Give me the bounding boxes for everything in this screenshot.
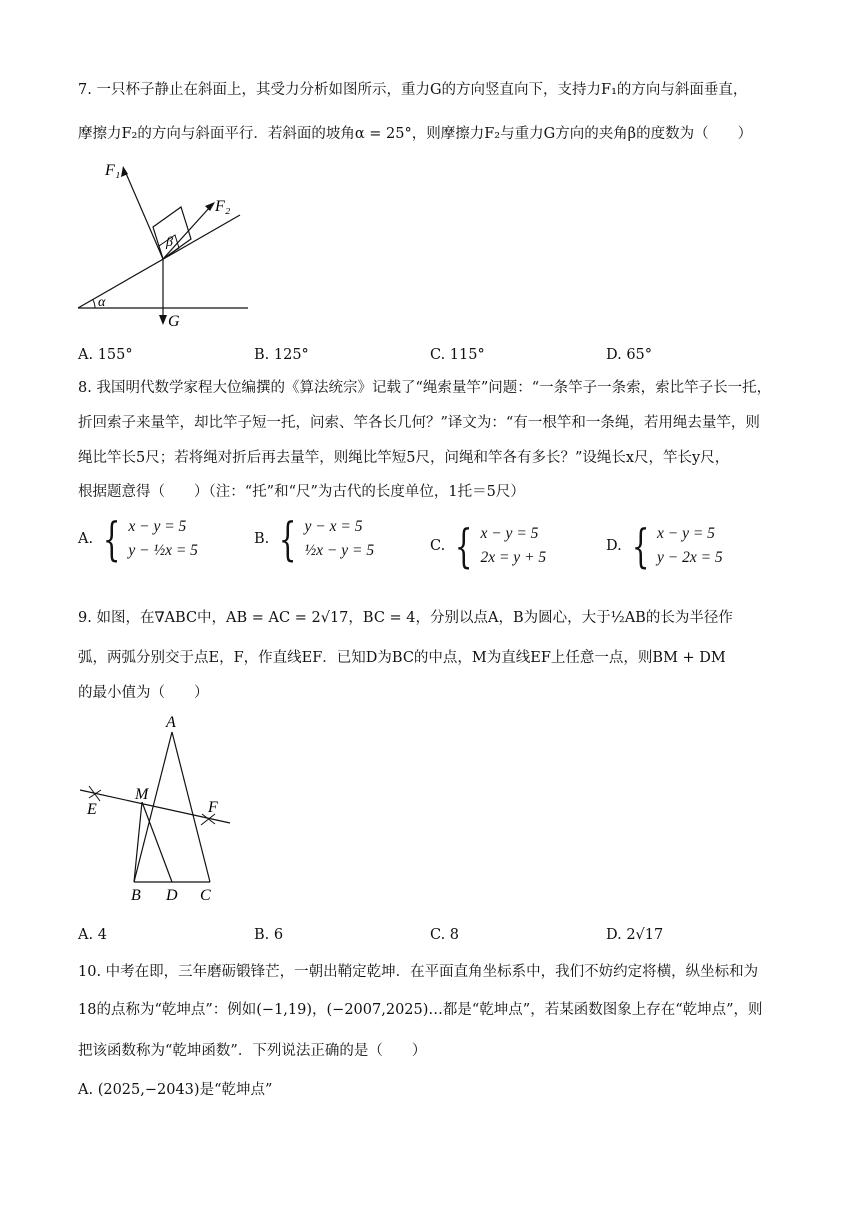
q8-option-a <box>78 512 198 566</box>
q9-label-e: E <box>87 801 97 818</box>
q7-label-alpha: α <box>98 295 106 310</box>
q8-b-eq2: ½x − y = 5 <box>304 542 375 559</box>
q8-brace-c: { <box>455 519 473 573</box>
q9-line-2: 弧，两弧分别交于点E，F，作直线EF．已知D为BC的中点，M为直线EF上任意一点，则BM + DM <box>78 650 726 666</box>
q9-option-a: A. 4 <box>78 927 107 943</box>
q7-option-a: A. 155° <box>78 347 133 363</box>
q8-line-3: 绳比竿长5尺；若将绳对折后再去量竿，则绳比竿短5尺，问绳和竿各有多长？”设绳长x尺，竿长y尺， <box>78 450 730 466</box>
q8-brace-a: { <box>102 512 121 566</box>
q8-option-b-letter: B. <box>254 531 270 547</box>
q8-d-eq2: y − 2x = 5 <box>657 549 723 566</box>
q8-option-c <box>430 519 547 573</box>
q9-line-1: 9. 如图，在∇ABC中，AB = AC = 2√17，BC = 4，分别以点A，B为圆心，大于½AB的长为半径作 <box>78 610 733 626</box>
q8-d-eq1: x − y = 5 <box>657 525 715 542</box>
q9-label-b: B <box>131 887 141 904</box>
q10-option-a: A. (2025,−2043)是“乾坤点” <box>78 1082 273 1098</box>
q10-line-3: 把该函数称为“乾坤函数”．下列说法正确的是（ ） <box>78 1043 427 1059</box>
q9-label-f: F <box>208 799 218 816</box>
q7-label-f2: F₂ <box>215 198 231 215</box>
q9-label-c: C <box>200 887 211 904</box>
q7-incline-figure <box>75 155 265 330</box>
q8-c-eq2: 2x = y + 5 <box>480 549 547 566</box>
q8-option-b <box>254 512 375 566</box>
q8-line-4: 根据题意得（ ）（注：“托”和“尺”为古代的长度单位，1托＝5尺） <box>78 484 525 500</box>
q8-c-eq1: x − y = 5 <box>480 525 539 542</box>
q9-label-a: A <box>166 714 176 731</box>
q8-a-eq2: y − ½x = 5 <box>128 542 198 559</box>
q8-a-eq1: x − y = 5 <box>128 518 187 535</box>
q8-option-c-letter: C. <box>430 538 446 554</box>
q8-option-d <box>606 519 723 573</box>
q8-line-2: 折回索子来量竿，却比竿子短一托，问索、竿各长几何？”译文为：“有一根竿和一条绳，若用绳去量竿，则 <box>78 415 760 431</box>
q10-line-1: 10. 中考在即，三年磨砺锻锋芒，一朝出鞘定乾坤．在平面直角坐标系中，我们不妨约定将横，纵坐标和为 <box>78 964 759 980</box>
q7-line-1: 7. 一只杯子静止在斜面上，其受力分析如图所示，重力G的方向竖直向下，支持力F₁的方向与斜面垂直， <box>78 82 748 98</box>
q8-brace-b: { <box>279 512 297 566</box>
q8-option-d-letter: D. <box>606 538 622 554</box>
q9-option-b: B. 6 <box>254 927 284 943</box>
q8-brace-d: { <box>631 519 650 573</box>
q7-label-beta: β <box>166 235 173 250</box>
q9-line-3: 的最小值为（ ） <box>78 685 209 701</box>
q9-label-m: M <box>135 786 149 803</box>
q8-b-eq1: y − x = 5 <box>304 518 363 535</box>
q9-label-d: D <box>166 887 178 904</box>
q8-line-1: 8. 我国明代数学家程大位编撰的《算法统宗》记载了“绳索量竿”问题：“一条竿子一条索，索比竿子长一托， <box>78 380 772 396</box>
q7-line-2: 摩擦力F₂的方向与斜面平行．若斜面的坡角α = 25°，则摩擦力F₂与重力G方向的夹角β的度数为（ ） <box>78 126 753 142</box>
q7-option-b: B. 125° <box>254 347 309 363</box>
q8-option-a-letter: A. <box>78 531 94 547</box>
q9-triangle-figure <box>75 710 240 905</box>
q7-option-d: D. 65° <box>606 347 653 363</box>
q10-line-2: 18的点称为“乾坤点”：例如(−1,19)，(−2007,2025)…都是“乾坤点”，若某函数图象上存在“乾坤点”，则 <box>78 1002 763 1018</box>
q7-label-f1: F₁ <box>105 162 121 179</box>
q7-option-c: C. 115° <box>430 347 485 363</box>
q9-option-d: D. 2√17 <box>606 927 664 943</box>
q9-option-c: C. 8 <box>430 927 460 943</box>
q7-label-g: G <box>168 313 180 330</box>
